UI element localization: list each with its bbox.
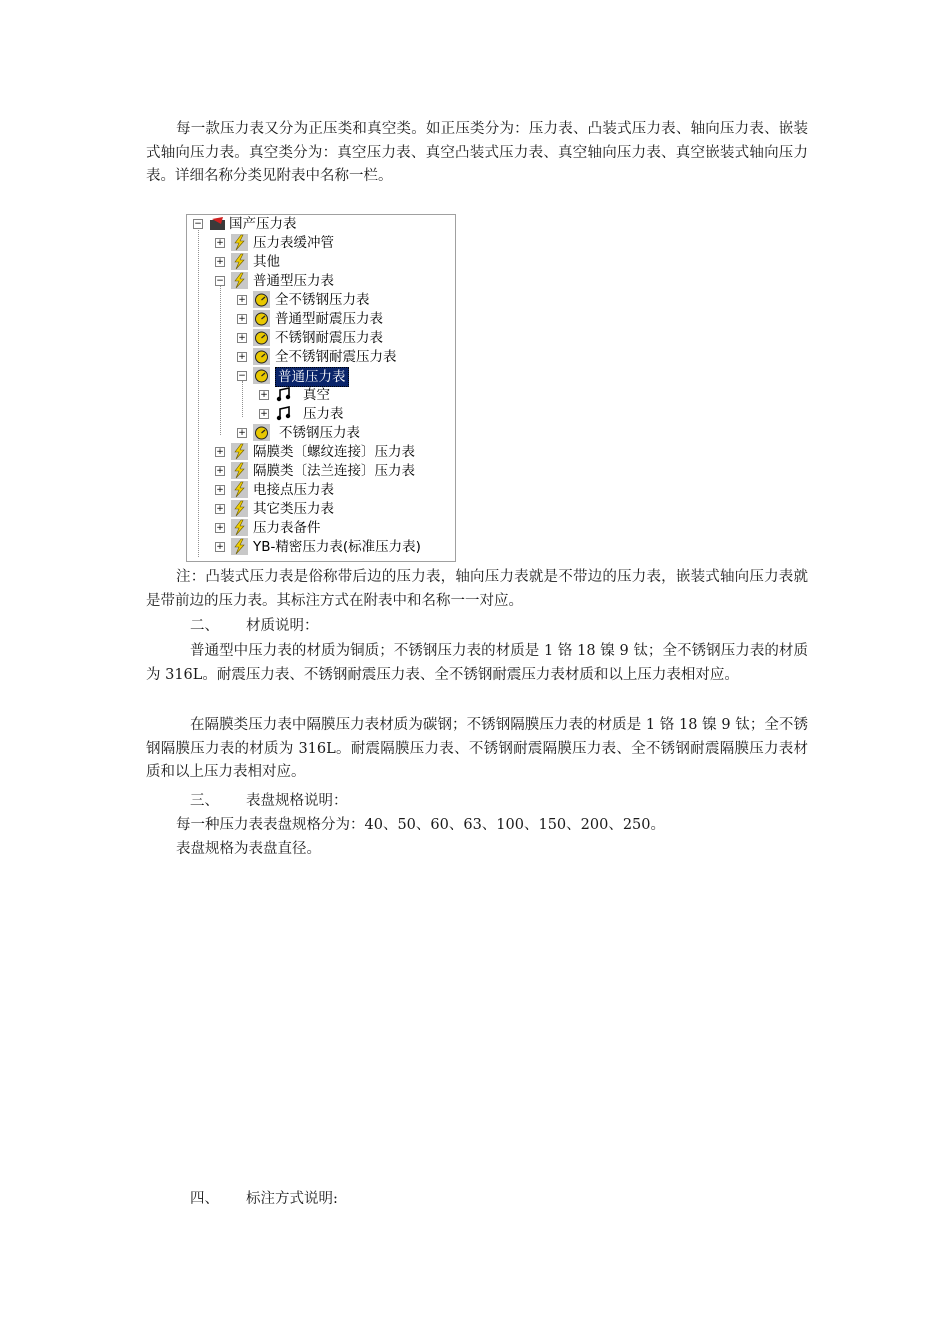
gauge-icon xyxy=(253,291,270,308)
section-title: 材质说明： xyxy=(246,618,319,634)
expand-icon[interactable]: + xyxy=(260,409,268,419)
tree-label: 其他 xyxy=(253,254,280,270)
expand-icon[interactable]: + xyxy=(216,257,224,267)
music-note-icon xyxy=(275,386,292,403)
lightning-icon xyxy=(231,443,248,460)
expand-icon[interactable]: + xyxy=(260,390,268,400)
tree-label: 不锈钢耐震压力表 xyxy=(275,330,383,346)
section-3-heading xyxy=(190,790,348,814)
tree-label: 隔膜类〔法兰连接〕压力表 xyxy=(253,463,415,479)
expand-icon[interactable]: + xyxy=(238,333,246,343)
collapse-icon[interactable]: − xyxy=(216,276,224,286)
lightning-icon xyxy=(231,272,248,289)
collapse-icon[interactable]: − xyxy=(238,371,246,381)
category-tree-view xyxy=(186,214,456,562)
lightning-icon xyxy=(231,234,248,251)
section-title: 表盘规格说明： xyxy=(246,793,348,809)
expand-icon[interactable]: + xyxy=(216,504,224,514)
dial-spec-paragraph-2: 表盘规格为表盘直径。 xyxy=(176,841,321,857)
tree-label: 压力表备件 xyxy=(253,520,321,536)
tree-label: 真空 xyxy=(303,387,330,403)
tree-label: 普通型压力表 xyxy=(253,273,334,289)
expand-icon[interactable]: + xyxy=(216,466,224,476)
section-number: 二、 xyxy=(190,618,219,634)
lightning-icon xyxy=(231,538,248,555)
lightning-icon xyxy=(231,481,248,498)
tree-label: 普通型耐震压力表 xyxy=(275,311,383,327)
section-title: 标注方式说明: xyxy=(246,1191,338,1207)
lightning-icon xyxy=(231,253,248,270)
lightning-icon xyxy=(231,500,248,517)
expand-icon[interactable]: + xyxy=(216,542,224,552)
expand-icon[interactable]: + xyxy=(216,523,224,533)
tree-label: 全不锈钢压力表 xyxy=(275,292,370,308)
collapse-icon[interactable]: − xyxy=(194,219,202,229)
section-4-heading xyxy=(190,1188,338,1212)
gauge-icon xyxy=(253,348,270,365)
gauge-icon xyxy=(253,310,270,327)
music-note-icon xyxy=(275,405,292,422)
section-number: 三、 xyxy=(190,793,219,809)
tree-label-selected: 普通压力表 xyxy=(275,367,349,387)
material-paragraph-2: 在隔膜类压力表中隔膜压力表材质为碳钢；不锈钢隔膜压力表的材质是 1 铬 18 镍 9 钛；全不锈钢隔膜压力表的材质为 316L。耐震隔膜压力表、不锈钢耐震隔膜压力表、全不锈钢耐震隔膜压力表材质和以上压力表相对应。 xyxy=(146,717,808,780)
expand-icon[interactable]: + xyxy=(238,295,246,305)
section-number: 四、 xyxy=(190,1191,219,1207)
section-2-heading xyxy=(190,615,319,639)
intro-paragraph: 每一款压力表又分为正压类和真空类。如正压类分为：压力表、凸装式压力表、轴向压力表、嵌装式轴向压力表。真空类分为：真空压力表、真空凸装式压力表、真空轴向压力表、真空嵌装式轴向压力表。详细名称分类见附表中名称一栏。 xyxy=(146,121,808,184)
tree-label: YB-精密压力表(标准压力表) xyxy=(253,539,421,555)
tree-label: 压力表缓冲管 xyxy=(253,235,334,251)
expand-icon[interactable]: + xyxy=(216,485,224,495)
dial-spec-paragraph-1: 每一种压力表表盘规格分为：40、50、60、63、100、150、200、250。 xyxy=(176,817,666,833)
gauge-icon xyxy=(253,367,270,384)
gauge-icon xyxy=(253,424,270,441)
expand-icon[interactable]: + xyxy=(238,314,246,324)
lightning-icon xyxy=(231,519,248,536)
expand-icon[interactable]: + xyxy=(238,352,246,362)
material-paragraph-1: 普通型中压力表的材质为铜质；不锈钢压力表的材质是 1 铬 18 镍 9 钛；全不锈钢压力表的材质为 316L。耐震压力表、不锈钢耐震压力表、全不锈钢耐震压力表材质和以上压力表相对应。 xyxy=(146,643,808,683)
gauge-icon xyxy=(253,329,270,346)
tree-label: 全不锈钢耐震压力表 xyxy=(275,349,397,365)
tree-label: 电接点压力表 xyxy=(253,482,334,498)
expand-icon[interactable]: + xyxy=(238,428,246,438)
tree-label: 国产压力表 xyxy=(229,216,297,232)
expand-icon[interactable]: + xyxy=(216,447,224,457)
tree-label: 隔膜类〔螺纹连接〕压力表 xyxy=(253,444,415,460)
tree-label: 其它类压力表 xyxy=(253,501,334,517)
folder-icon xyxy=(209,215,226,232)
tree-label: 压力表 xyxy=(303,406,344,422)
tree-label: 不锈钢压力表 xyxy=(279,425,360,441)
lightning-icon xyxy=(231,462,248,479)
expand-icon[interactable]: + xyxy=(216,238,224,248)
note-paragraph: 注：凸装式压力表是俗称带后边的压力表，轴向压力表就是不带边的压力表，嵌装式轴向压力表就是带前边的压力表。其标注方式在附表中和名称一一对应。 xyxy=(146,569,808,609)
